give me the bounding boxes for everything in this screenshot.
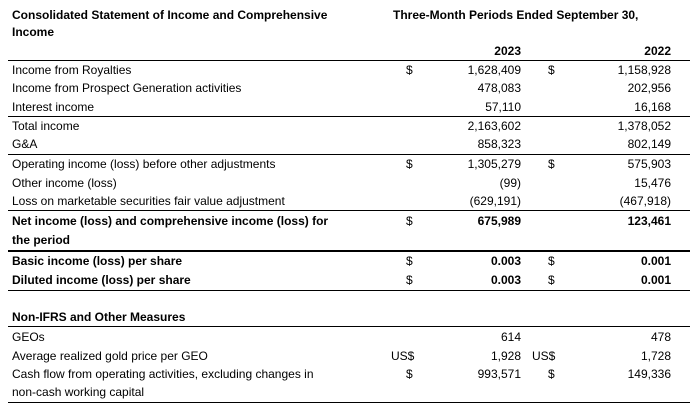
row-cash-flow-pri: 149,336 <box>627 367 671 381</box>
row-operating-pri: 575,903 <box>627 157 671 171</box>
row-geos-pri: 478 <box>650 330 671 344</box>
row-total-label: Total income <box>12 119 80 133</box>
rule-after-diluted <box>8 290 690 291</box>
row-geos-cur: 614 <box>500 330 521 344</box>
row-basic-pri-symbol: $ <box>548 254 555 268</box>
row-ga-label: G&A <box>12 137 38 151</box>
row-gold-price-pri-symbol: US$ <box>532 349 556 363</box>
row-prospect-pri: 202,956 <box>627 81 671 95</box>
row-ga-pri: 802,149 <box>627 137 671 151</box>
row-royalties-pri-symbol: $ <box>548 63 555 77</box>
row-cash-flow-label-line1: Cash flow from operating activities, excluding changes in <box>12 367 314 381</box>
row-interest-pri: 16,168 <box>634 100 671 114</box>
row-gold-price-pri: 1,728 <box>640 349 671 363</box>
row-cash-flow-pri-symbol: $ <box>548 367 555 381</box>
rule-before-net <box>8 210 690 211</box>
row-gold-price-cur: 1,928 <box>490 349 521 363</box>
row-total-pri: 1,378,052 <box>617 119 671 133</box>
row-cash-flow-cur-symbol: $ <box>406 367 413 381</box>
row-other-label: Other income (loss) <box>12 176 117 190</box>
row-operating-label: Operating income (loss) before other adjustments <box>12 157 276 171</box>
row-diluted-cur: 0.003 <box>490 273 521 287</box>
row-total-cur: 2,163,602 <box>467 119 521 133</box>
row-basic-label: Basic income (loss) per share <box>12 254 183 268</box>
row-interest-cur: 57,110 <box>485 100 521 114</box>
row-royalties-pri: 1,158,928 <box>617 63 671 77</box>
row-geos-label: GEOs <box>12 330 45 344</box>
row-other-cur: (99) <box>499 176 521 190</box>
row-loss-securities-pri: (467,918) <box>619 194 671 208</box>
rule-after-net <box>8 250 690 252</box>
row-cash-flow-cur: 993,571 <box>477 367 521 381</box>
row-net-cur: 675,989 <box>477 214 521 228</box>
rule-bottom <box>8 402 690 403</box>
row-net-pri: 123,461 <box>627 214 671 228</box>
row-ga-cur: 858,323 <box>477 137 521 151</box>
row-net-label-line2: the period <box>12 233 71 247</box>
row-basic-cur-symbol: $ <box>406 254 413 268</box>
row-net-cur-symbol: $ <box>406 214 413 228</box>
row-royalties-cur-symbol: $ <box>406 63 413 77</box>
row-prospect-label: Income from Prospect Generation activities <box>12 81 242 95</box>
row-basic-cur: 0.003 <box>490 254 521 268</box>
row-royalties-label: Income from Royalties <box>12 63 132 77</box>
row-operating-pri-symbol: $ <box>548 157 555 171</box>
year-prior: 2022 <box>644 44 671 58</box>
statement-title-line1: Consolidated Statement of Income and Comprehensive <box>12 8 328 22</box>
rule-before-total <box>8 116 690 117</box>
row-basic-pri: 0.001 <box>640 254 671 268</box>
row-gold-price-label: Average realized gold price per GEO <box>12 349 208 363</box>
row-operating-cur-symbol: $ <box>406 157 413 171</box>
row-diluted-cur-symbol: $ <box>406 273 413 287</box>
row-loss-securities-cur: (629,191) <box>469 194 521 208</box>
row-diluted-pri: 0.001 <box>640 273 671 287</box>
row-interest-label: Interest income <box>12 100 95 114</box>
period-heading: Three-Month Periods Ended September 30, <box>393 8 639 22</box>
row-other-pri: 15,476 <box>634 176 671 190</box>
row-royalties-cur: 1,628,409 <box>467 63 521 77</box>
row-loss-securities-label: Loss on marketable securities fair value adjustment <box>12 194 285 208</box>
rule-after-non-ifrs-heading <box>8 326 690 327</box>
statement-title-line2: Income <box>12 25 55 39</box>
row-operating-cur: 1,305,279 <box>467 157 521 171</box>
non-ifrs-heading: Non-IFRS and Other Measures <box>12 310 186 324</box>
year-current: 2023 <box>494 44 521 58</box>
row-prospect-cur: 478,083 <box>477 81 521 95</box>
row-gold-price-cur-symbol: US$ <box>391 349 415 363</box>
row-diluted-pri-symbol: $ <box>548 273 555 287</box>
rule-before-operating <box>8 154 690 155</box>
row-net-label-line1: Net income (loss) and comprehensive income (loss) for <box>12 214 329 228</box>
header-rule <box>8 60 690 61</box>
row-diluted-label: Diluted income (loss) per share <box>12 273 191 287</box>
row-cash-flow-label-line2: non-cash working capital <box>12 385 145 399</box>
